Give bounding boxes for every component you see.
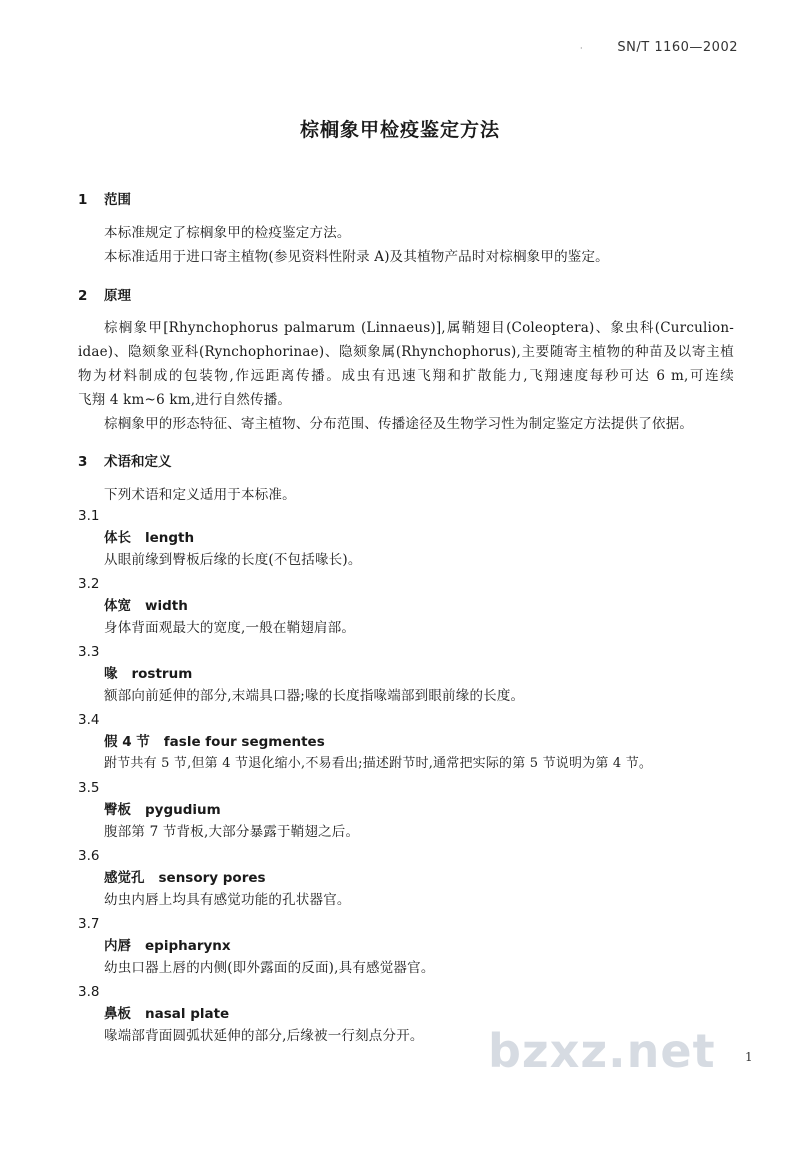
term-number: 3.6: [78, 848, 100, 864]
section-1-heading: [78, 190, 131, 210]
term-definition: 额部向前延伸的部分,末端具口器;喙的长度指喙端部到眼前缘的长度。: [104, 688, 525, 704]
section-number: 3: [78, 454, 88, 470]
page-number: 1: [745, 1050, 753, 1064]
paragraph-line: 本标准适用于进口寄主植物(参见资料性附录 A)及其植物产品时对棕榈象甲的鉴定。: [104, 249, 609, 265]
term-english: fasle four segmentes: [163, 734, 325, 750]
term-heading: [104, 664, 192, 684]
section-number: 2: [78, 288, 88, 304]
term-number: 3.5: [78, 780, 100, 796]
section-title: 原理: [104, 288, 131, 304]
term-definition: 身体背面观最大的宽度,一般在鞘翅肩部。: [104, 620, 356, 636]
term-definition: 腹部第 7 节背板,大部分暴露于鞘翅之后。: [104, 824, 360, 840]
term-english: nasal plate: [145, 1006, 230, 1022]
term-heading: [104, 868, 266, 888]
term-chinese: 体长: [104, 530, 131, 546]
paragraph-line: 飞翔 4 km~6 km,进行自然传播。: [78, 392, 292, 408]
section-2-heading: [78, 286, 131, 306]
term-chinese: 鼻板: [104, 1006, 131, 1022]
section-number: 1: [78, 192, 88, 208]
term-number: 3.2: [78, 576, 100, 592]
term-definition: 跗节共有 5 节,但第 4 节退化缩小,不易看出;描述跗节时,通常把实际的第 5 节说明为第 4 节。: [104, 756, 653, 771]
term-heading: [104, 732, 325, 752]
paragraph-line: 棕榈象甲[Rhynchophorus palmarum (Linnaeus)],属鞘翅目(Coleoptera)、象虫科(Curculion-: [104, 320, 734, 336]
standard-number: SN/T 1160—2002: [617, 40, 738, 55]
section-3-heading: [78, 452, 172, 472]
term-english: width: [145, 598, 188, 614]
term-number: 3.8: [78, 984, 100, 1000]
term-definition: 从眼前缘到臀板后缘的长度(不包括喙长)。: [104, 552, 362, 568]
term-heading: [104, 596, 188, 616]
watermark: bzxz.net: [488, 1024, 716, 1078]
term-number: 3.1: [78, 508, 100, 524]
term-english: epipharynx: [145, 938, 231, 954]
header-dot: ·: [580, 44, 583, 53]
term-number: 3.3: [78, 644, 100, 660]
term-chinese: 体宽: [104, 598, 131, 614]
term-english: length: [145, 530, 195, 546]
term-heading: [104, 800, 221, 820]
term-heading: [104, 1004, 229, 1024]
term-english: rostrum: [131, 666, 193, 682]
term-definition: 幼虫内唇上均具有感觉功能的孔状器官。: [104, 892, 351, 908]
paragraph-line: 下列术语和定义适用于本标准。: [104, 487, 296, 503]
paragraph-line: 物为材料制成的包装物,作远距离传播。成虫有迅速飞翔和扩散能力,飞翔速度每秒可达 6 m,可连续: [78, 368, 734, 384]
paragraph-line: 本标准规定了棕榈象甲的检疫鉴定方法。: [104, 225, 351, 241]
term-chinese: 喙: [104, 666, 118, 682]
paragraph-line: 棕榈象甲的形态特征、寄主植物、分布范围、传播途径及生物学习性为制定鉴定方法提供了依据。: [104, 416, 694, 432]
term-definition: 喙端部背面圆弧状延伸的部分,后缘被一行刻点分开。: [104, 1028, 424, 1044]
term-english: sensory pores: [158, 870, 266, 886]
term-heading: [104, 528, 194, 548]
section-title: 范围: [104, 192, 131, 208]
term-heading: [104, 936, 231, 956]
term-chinese: 假 4 节: [104, 734, 150, 750]
document-title: 棕榈象甲检疫鉴定方法: [299, 119, 500, 141]
term-definition: 幼虫口器上唇的内侧(即外露面的反面),具有感觉器官。: [104, 960, 435, 976]
term-number: 3.4: [78, 712, 100, 728]
term-chinese: 内唇: [104, 938, 131, 954]
term-chinese: 臀板: [104, 802, 131, 818]
section-title: 术语和定义: [104, 454, 172, 470]
term-english: pygudium: [145, 802, 221, 818]
term-chinese: 感觉孔: [104, 870, 145, 886]
term-number: 3.7: [78, 916, 100, 932]
paragraph-line: idae)、隐颏象亚科(Rynchophorinae)、隐颏象属(Rhynchophorus),主要随寄主植物的种苗及以寄主植: [78, 344, 734, 360]
